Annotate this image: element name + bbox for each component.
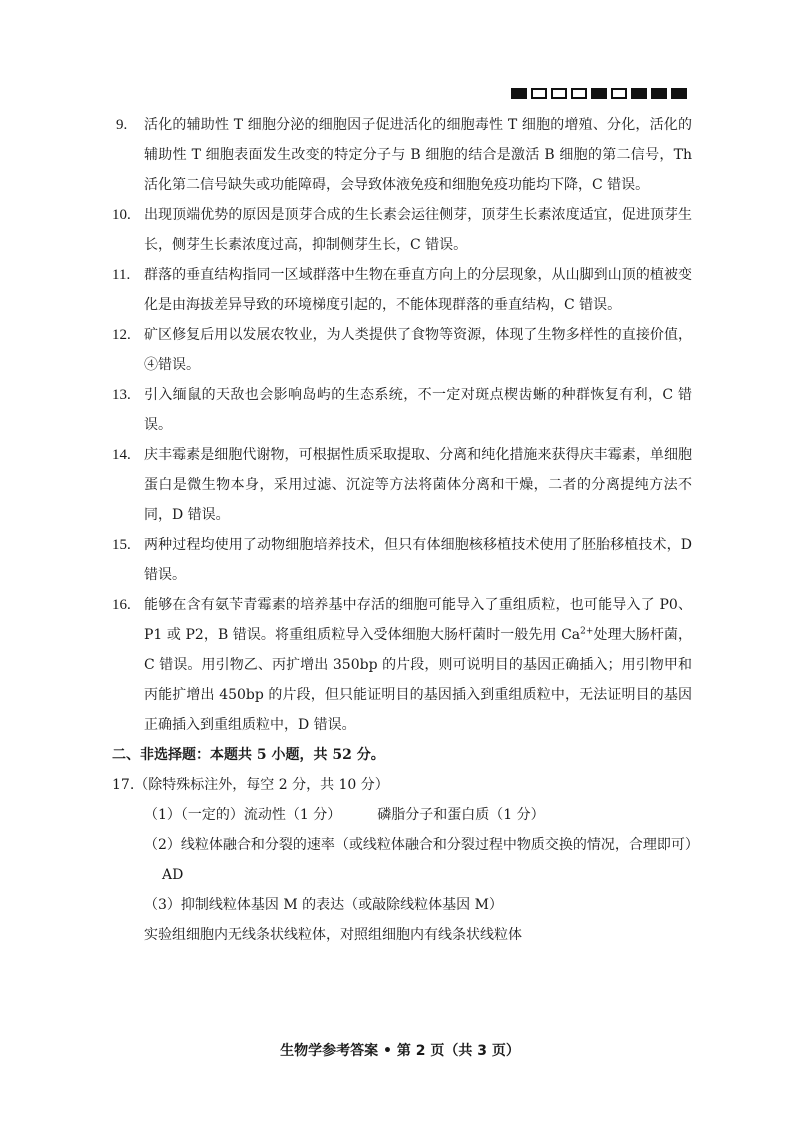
answer-item	[112, 530, 692, 590]
header-mark	[651, 88, 667, 99]
answer-item	[112, 440, 692, 530]
item-text: 群落的垂直结构指同一区域群落中生物在垂直方向上的分层现象，从山脚到山顶的植被变化是由海拔差异导致的环境梯度引起的，不能体现群落的垂直结构，C 错误。	[144, 267, 692, 313]
item-text: 庆丰霉素是细胞代谢物，可根据性质采取提取、分离和纯化措施来获得庆丰霉素，单细胞蛋白是微生物本身，采用过滤、沉淀等方法将菌体分离和干燥，二者的分离提纯方法不同，D 错误。	[144, 447, 692, 523]
item-text: 两种过程均使用了动物细胞培养技术，但只有体细胞核移植技术使用了胚胎移植技术，D 错误。	[144, 537, 692, 583]
header-mark	[671, 88, 687, 99]
answer-item	[112, 320, 692, 380]
question-17-heading: 17.（除特殊标注外，每空 2 分，共 10 分）	[112, 777, 389, 793]
answer-item	[112, 380, 692, 440]
q17-answer-1: （1）（一定的）流动性（1 分） 磷脂分子和蛋白质（1 分）	[144, 807, 545, 823]
header-marks	[511, 88, 687, 99]
q17-answer-3-result: 实验组细胞内无线条状线粒体，对照组细胞内有线条状线粒体	[144, 927, 522, 943]
header-mark	[591, 88, 607, 99]
item-text: 活化的辅助性 T 细胞分泌的细胞因子促进活化的细胞毒性 T 细胞的增殖、分化，活化的辅助性 T 细胞表面发生改变的特定分子与 B 细胞的结合是激活 B 细胞的第二信号，Th 活化第二信号缺失或功能障碍，会导致体液免疫和细胞免疫功能均下降，C 错误。	[144, 117, 692, 193]
answer-content	[112, 110, 699, 950]
item-number: 10.	[112, 207, 131, 223]
item-text: 出现顶端优势的原因是顶芽合成的生长素会运往侧芽，顶芽生长素浓度适宜，促进顶芽生长，侧芽生长素浓度过高，抑制侧芽生长，C 错误。	[144, 207, 692, 253]
section-title: 二、非选择题：本题共 5 小题，共 52 分。	[112, 747, 385, 763]
item-number: 11.	[112, 267, 131, 283]
answer-list	[112, 110, 692, 590]
item-number: 9.	[116, 117, 128, 133]
q17-answer-2-choice: AD	[162, 867, 184, 883]
item-number: 16.	[112, 597, 131, 613]
item-text: 能够在含有氨苄青霉素的培养基中存活的细胞可能导入了重组质粒，也可能导入了 P0、P1 或 P2，B 错误。将重组质粒导入受体细胞大肠杆菌时一般先用 $Ca^{2+}$处理大肠杆菌，C 错误。用引物乙、丙扩增出 350bp 的片段，则可说明目的基因正确插入；用引物甲和丙能扩增出 450bp 的片段，但只能证明目的基因插入到重组质粒中，无法证明目的基因正确插入到重组质粒中，D 错误。	[144, 597, 693, 733]
item-number: 13.	[112, 387, 131, 403]
header-mark	[611, 88, 627, 99]
q17-answer-2: （2）线粒体融合和分裂的速率（或线粒体融合和分裂过程中物质交换的情况，合理即可）	[144, 837, 699, 853]
header-mark	[511, 88, 527, 99]
answer-item	[112, 110, 692, 200]
answer-item-16	[112, 590, 692, 740]
header-mark	[551, 88, 567, 99]
header-mark	[571, 88, 587, 99]
item-number: 14.	[112, 447, 131, 463]
answer-item	[112, 200, 692, 260]
item-text: 引入缅鼠的天敌也会影响岛屿的生态系统，不一定对斑点楔齿蜥的种群恢复有利，C 错误。	[144, 387, 692, 433]
answer-item	[112, 260, 692, 320]
header-mark	[631, 88, 647, 99]
q17-answer-3: （3）抑制线粒体基因 M 的表达（或敲除线粒体基因 M）	[144, 897, 503, 913]
page-footer: 生物学参考答案 • 第 2 页（共 3 页）	[280, 1043, 520, 1059]
item-text: 矿区修复后用以发展农牧业，为人类提供了食物等资源，体现了生物多样性的直接价值，④错误。	[144, 327, 692, 373]
item-number: 15.	[112, 537, 131, 553]
header-mark	[531, 88, 547, 99]
item-number: 12.	[112, 327, 131, 343]
